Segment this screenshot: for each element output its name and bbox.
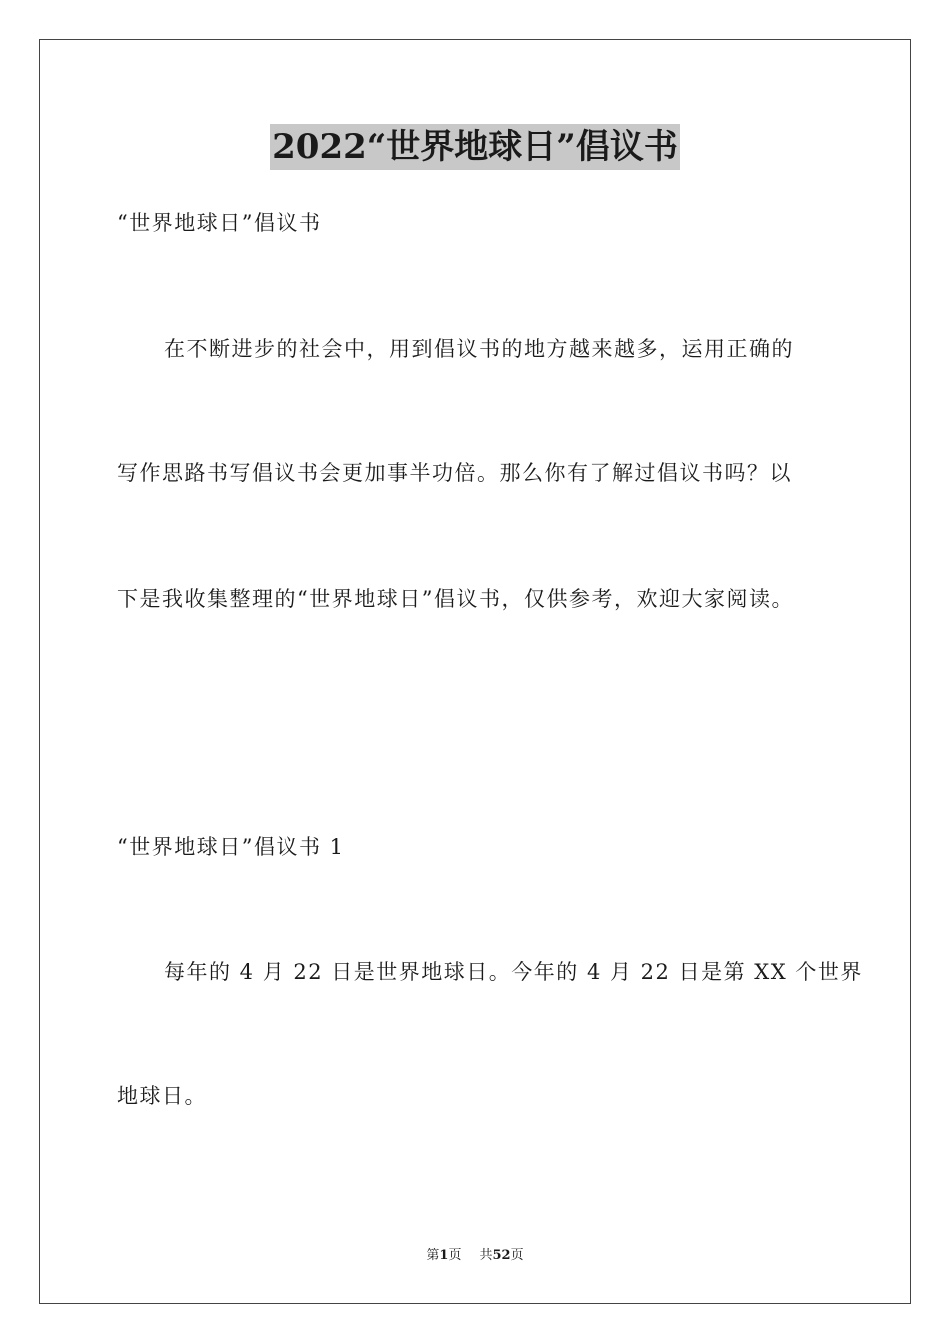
page-footer	[0, 1246, 950, 1266]
footer-total-suffix: 页	[510, 1248, 524, 1263]
footer-total-prefix: 共	[479, 1248, 493, 1263]
document-subtitle: “世界地球日”倡议书	[117, 211, 322, 235]
footer-page-number: 1	[439, 1248, 449, 1263]
title-container	[0, 124, 950, 170]
intro-line-3: 下是我收集整理的“世界地球日”倡议书，仅供参考，欢迎大家阅读。	[117, 587, 794, 611]
footer-total-pages: 52	[492, 1248, 511, 1263]
intro-line-1: 在不断进步的社会中，用到倡议书的地方越来越多，运用正确的	[164, 337, 794, 361]
footer-page-prefix: 第	[426, 1248, 440, 1263]
section-heading: “世界地球日”倡议书 1	[117, 835, 345, 859]
document-title: 2022“世界地球日”倡议书	[270, 124, 680, 170]
section-line-2: 地球日。	[117, 1084, 207, 1108]
section-line-1: 每年的 4 月 22 日是世界地球日。今年的 4 月 22 日是第 XX 个世界	[164, 960, 863, 984]
intro-line-2: 写作思路书写倡议书会更加事半功倍。那么你有了解过倡议书吗？以	[117, 461, 792, 485]
footer-page-suffix: 页	[448, 1248, 462, 1263]
